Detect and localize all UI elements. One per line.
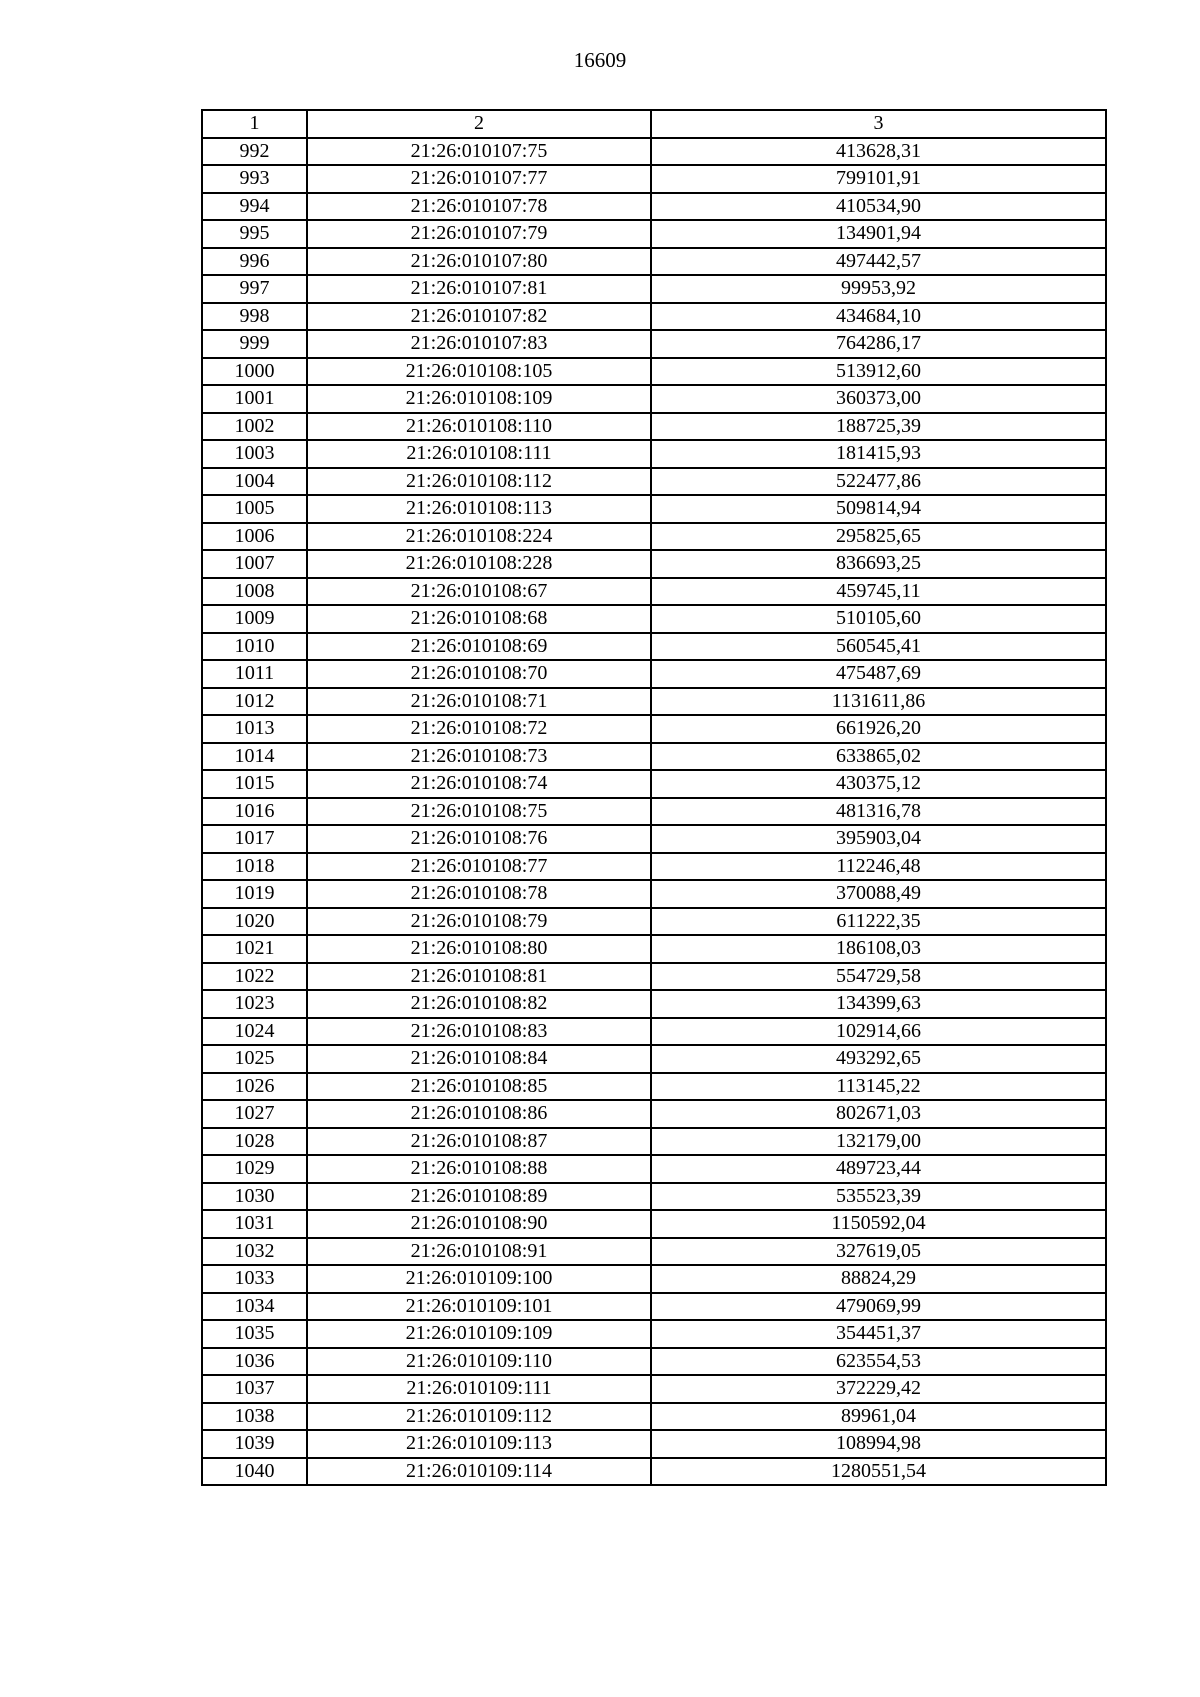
table-row <box>202 880 1106 908</box>
value-cell: 112246,48 <box>651 853 1106 881</box>
row-number-cell: 1011 <box>202 660 307 688</box>
row-number-cell: 1027 <box>202 1100 307 1128</box>
cadastral-number-cell: 21:26:010107:75 <box>307 138 651 166</box>
row-number-cell: 1003 <box>202 440 307 468</box>
table-row <box>202 1430 1106 1458</box>
cadastral-number-cell: 21:26:010108:90 <box>307 1210 651 1238</box>
table-row <box>202 770 1106 798</box>
cadastral-number-cell: 21:26:010108:72 <box>307 715 651 743</box>
cadastral-number-cell: 21:26:010108:68 <box>307 605 651 633</box>
cadastral-number-cell: 21:26:010108:76 <box>307 825 651 853</box>
cadastral-number-cell: 21:26:010109:101 <box>307 1293 651 1321</box>
row-number-cell: 996 <box>202 248 307 276</box>
table-row <box>202 165 1106 193</box>
row-number-cell: 1004 <box>202 468 307 496</box>
value-cell: 475487,69 <box>651 660 1106 688</box>
row-number-cell: 1012 <box>202 688 307 716</box>
value-cell: 354451,37 <box>651 1320 1106 1348</box>
table-row <box>202 1210 1106 1238</box>
cadastral-number-cell: 21:26:010108:112 <box>307 468 651 496</box>
row-number-cell: 1005 <box>202 495 307 523</box>
cadastral-number-cell: 21:26:010108:69 <box>307 633 651 661</box>
cadastral-number-cell: 21:26:010108:70 <box>307 660 651 688</box>
page-number: 16609 <box>573 48 627 72</box>
row-number-cell: 1021 <box>202 935 307 963</box>
table-row <box>202 715 1106 743</box>
value-cell: 560545,41 <box>651 633 1106 661</box>
row-number-cell: 1020 <box>202 908 307 936</box>
row-number-cell: 1013 <box>202 715 307 743</box>
row-number-cell: 993 <box>202 165 307 193</box>
row-number-cell: 998 <box>202 303 307 331</box>
value-cell: 836693,25 <box>651 550 1106 578</box>
table-row <box>202 193 1106 221</box>
value-cell: 102914,66 <box>651 1018 1106 1046</box>
cadastral-number-cell: 21:26:010109:112 <box>307 1403 651 1431</box>
table-row <box>202 275 1106 303</box>
value-cell: 188725,39 <box>651 413 1106 441</box>
value-cell: 509814,94 <box>651 495 1106 523</box>
value-cell: 186108,03 <box>651 935 1106 963</box>
table-row <box>202 138 1106 166</box>
table-row <box>202 605 1106 633</box>
value-cell: 395903,04 <box>651 825 1106 853</box>
cadastral-number-cell: 21:26:010107:81 <box>307 275 651 303</box>
table-row <box>202 1128 1106 1156</box>
table-row <box>202 1155 1106 1183</box>
value-cell: 497442,57 <box>651 248 1106 276</box>
row-number-cell: 999 <box>202 330 307 358</box>
table-row <box>202 660 1106 688</box>
table-row <box>202 908 1106 936</box>
cadastral-number-cell: 21:26:010108:82 <box>307 990 651 1018</box>
value-cell: 295825,65 <box>651 523 1106 551</box>
table-row <box>202 440 1106 468</box>
cadastral-number-cell: 21:26:010108:79 <box>307 908 651 936</box>
value-cell: 413628,31 <box>651 138 1106 166</box>
row-number-cell: 1031 <box>202 1210 307 1238</box>
value-cell: 661926,20 <box>651 715 1106 743</box>
value-cell: 370088,49 <box>651 880 1106 908</box>
header-row <box>202 110 1106 138</box>
row-number-cell: 1010 <box>202 633 307 661</box>
table-row <box>202 550 1106 578</box>
table-row <box>202 495 1106 523</box>
data-table <box>201 109 1107 1486</box>
value-cell: 799101,91 <box>651 165 1106 193</box>
row-number-cell: 1009 <box>202 605 307 633</box>
row-number-cell: 1023 <box>202 990 307 1018</box>
row-number-cell: 1030 <box>202 1183 307 1211</box>
cadastral-number-cell: 21:26:010108:110 <box>307 413 651 441</box>
table-row <box>202 633 1106 661</box>
column-header-3: 3 <box>651 110 1106 138</box>
cadastral-number-cell: 21:26:010109:114 <box>307 1458 651 1486</box>
cadastral-number-cell: 21:26:010108:80 <box>307 935 651 963</box>
cadastral-number-cell: 21:26:010108:71 <box>307 688 651 716</box>
row-number-cell: 1006 <box>202 523 307 551</box>
row-number-cell: 1035 <box>202 1320 307 1348</box>
value-cell: 459745,11 <box>651 578 1106 606</box>
table-row <box>202 963 1106 991</box>
row-number-cell: 1018 <box>202 853 307 881</box>
row-number-cell: 1033 <box>202 1265 307 1293</box>
table-row <box>202 385 1106 413</box>
row-number-cell: 992 <box>202 138 307 166</box>
value-cell: 513912,60 <box>651 358 1106 386</box>
row-number-cell: 1025 <box>202 1045 307 1073</box>
cadastral-number-cell: 21:26:010107:80 <box>307 248 651 276</box>
row-number-cell: 1001 <box>202 385 307 413</box>
row-number-cell: 1002 <box>202 413 307 441</box>
row-number-cell: 1007 <box>202 550 307 578</box>
value-cell: 764286,17 <box>651 330 1106 358</box>
row-number-cell: 1026 <box>202 1073 307 1101</box>
table-row <box>202 248 1106 276</box>
value-cell: 113145,22 <box>651 1073 1106 1101</box>
table-row <box>202 1238 1106 1266</box>
cadastral-number-cell: 21:26:010108:84 <box>307 1045 651 1073</box>
cadastral-number-cell: 21:26:010107:83 <box>307 330 651 358</box>
value-cell: 479069,99 <box>651 1293 1106 1321</box>
table-row <box>202 798 1106 826</box>
table-row <box>202 990 1106 1018</box>
row-number-cell: 995 <box>202 220 307 248</box>
cadastral-number-cell: 21:26:010108:88 <box>307 1155 651 1183</box>
table-row <box>202 1183 1106 1211</box>
cadastral-number-cell: 21:26:010108:87 <box>307 1128 651 1156</box>
row-number-cell: 1032 <box>202 1238 307 1266</box>
row-number-cell: 1029 <box>202 1155 307 1183</box>
cadastral-number-cell: 21:26:010107:79 <box>307 220 651 248</box>
value-cell: 89961,04 <box>651 1403 1106 1431</box>
value-cell: 430375,12 <box>651 770 1106 798</box>
table-header <box>202 110 1106 138</box>
row-number-cell: 1039 <box>202 1430 307 1458</box>
value-cell: 108994,98 <box>651 1430 1106 1458</box>
value-cell: 134901,94 <box>651 220 1106 248</box>
table-row <box>202 578 1106 606</box>
cadastral-number-cell: 21:26:010108:111 <box>307 440 651 468</box>
cadastral-number-cell: 21:26:010108:77 <box>307 853 651 881</box>
column-header-1: 1 <box>202 110 307 138</box>
value-cell: 1131611,86 <box>651 688 1106 716</box>
value-cell: 611222,35 <box>651 908 1106 936</box>
table-row <box>202 688 1106 716</box>
cadastral-number-cell: 21:26:010107:77 <box>307 165 651 193</box>
value-cell: 633865,02 <box>651 743 1106 771</box>
table-row <box>202 1320 1106 1348</box>
cadastral-number-cell: 21:26:010108:86 <box>307 1100 651 1128</box>
table-row <box>202 1403 1106 1431</box>
cadastral-number-cell: 21:26:010108:73 <box>307 743 651 771</box>
value-cell: 360373,00 <box>651 385 1106 413</box>
row-number-cell: 1040 <box>202 1458 307 1486</box>
value-cell: 481316,78 <box>651 798 1106 826</box>
table-row <box>202 935 1106 963</box>
table-row <box>202 1073 1106 1101</box>
table-row <box>202 413 1106 441</box>
table-row <box>202 853 1106 881</box>
cadastral-number-cell: 21:26:010108:74 <box>307 770 651 798</box>
row-number-cell: 1016 <box>202 798 307 826</box>
cadastral-number-cell: 21:26:010108:78 <box>307 880 651 908</box>
row-number-cell: 1015 <box>202 770 307 798</box>
cadastral-number-cell: 21:26:010108:228 <box>307 550 651 578</box>
column-header-2: 2 <box>307 110 651 138</box>
table-row <box>202 1375 1106 1403</box>
row-number-cell: 1037 <box>202 1375 307 1403</box>
value-cell: 535523,39 <box>651 1183 1106 1211</box>
table-row <box>202 523 1106 551</box>
cadastral-number-cell: 21:26:010108:91 <box>307 1238 651 1266</box>
cadastral-number-cell: 21:26:010108:81 <box>307 963 651 991</box>
table-row <box>202 330 1106 358</box>
value-cell: 434684,10 <box>651 303 1106 331</box>
cadastral-number-cell: 21:26:010109:113 <box>307 1430 651 1458</box>
table-row <box>202 1458 1106 1486</box>
row-number-cell: 1024 <box>202 1018 307 1046</box>
row-number-cell: 1017 <box>202 825 307 853</box>
cadastral-number-cell: 21:26:010108:89 <box>307 1183 651 1211</box>
cadastral-number-cell: 21:26:010109:110 <box>307 1348 651 1376</box>
value-cell: 99953,92 <box>651 275 1106 303</box>
row-number-cell: 1000 <box>202 358 307 386</box>
value-cell: 181415,93 <box>651 440 1106 468</box>
table-row <box>202 220 1106 248</box>
row-number-cell: 1022 <box>202 963 307 991</box>
table-row <box>202 1293 1106 1321</box>
row-number-cell: 1034 <box>202 1293 307 1321</box>
row-number-cell: 1008 <box>202 578 307 606</box>
value-cell: 623554,53 <box>651 1348 1106 1376</box>
cadastral-number-cell: 21:26:010109:100 <box>307 1265 651 1293</box>
value-cell: 554729,58 <box>651 963 1106 991</box>
table-row <box>202 468 1106 496</box>
cadastral-number-cell: 21:26:010109:111 <box>307 1375 651 1403</box>
cadastral-number-cell: 21:26:010108:105 <box>307 358 651 386</box>
table-row <box>202 1045 1106 1073</box>
table-row <box>202 303 1106 331</box>
cadastral-number-cell: 21:26:010108:75 <box>307 798 651 826</box>
cadastral-number-cell: 21:26:010108:109 <box>307 385 651 413</box>
cadastral-number-cell: 21:26:010108:67 <box>307 578 651 606</box>
table-body <box>202 138 1106 1486</box>
table-row <box>202 743 1106 771</box>
value-cell: 522477,86 <box>651 468 1106 496</box>
row-number-cell: 1036 <box>202 1348 307 1376</box>
value-cell: 510105,60 <box>651 605 1106 633</box>
row-number-cell: 997 <box>202 275 307 303</box>
value-cell: 88824,29 <box>651 1265 1106 1293</box>
value-cell: 410534,90 <box>651 193 1106 221</box>
value-cell: 489723,44 <box>651 1155 1106 1183</box>
row-number-cell: 1028 <box>202 1128 307 1156</box>
table-row <box>202 358 1106 386</box>
value-cell: 1150592,04 <box>651 1210 1106 1238</box>
row-number-cell: 1019 <box>202 880 307 908</box>
value-cell: 372229,42 <box>651 1375 1106 1403</box>
cadastral-number-cell: 21:26:010107:78 <box>307 193 651 221</box>
cadastral-number-cell: 21:26:010109:109 <box>307 1320 651 1348</box>
cadastral-number-cell: 21:26:010107:82 <box>307 303 651 331</box>
cadastral-number-cell: 21:26:010108:224 <box>307 523 651 551</box>
table-row <box>202 1018 1106 1046</box>
value-cell: 134399,63 <box>651 990 1106 1018</box>
cadastral-number-cell: 21:26:010108:85 <box>307 1073 651 1101</box>
row-number-cell: 1038 <box>202 1403 307 1431</box>
cadastral-number-cell: 21:26:010108:113 <box>307 495 651 523</box>
value-cell: 327619,05 <box>651 1238 1106 1266</box>
table-row <box>202 1265 1106 1293</box>
table-row <box>202 825 1106 853</box>
row-number-cell: 1014 <box>202 743 307 771</box>
table-row <box>202 1100 1106 1128</box>
table-row <box>202 1348 1106 1376</box>
cadastral-number-cell: 21:26:010108:83 <box>307 1018 651 1046</box>
value-cell: 493292,65 <box>651 1045 1106 1073</box>
value-cell: 132179,00 <box>651 1128 1106 1156</box>
value-cell: 802671,03 <box>651 1100 1106 1128</box>
value-cell: 1280551,54 <box>651 1458 1106 1486</box>
row-number-cell: 994 <box>202 193 307 221</box>
